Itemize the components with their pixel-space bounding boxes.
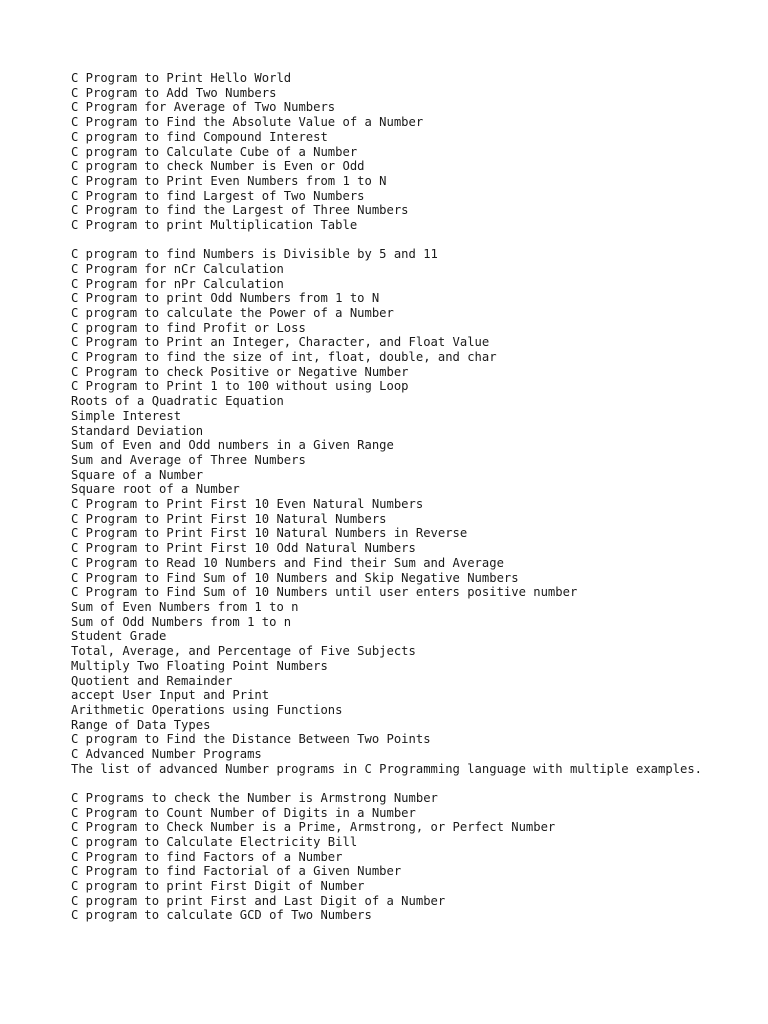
text-line: C Program to Find Sum of 10 Numbers and Skip Negative Numbers [71,570,519,585]
section-gap [71,233,731,247]
text-line: Roots of a Quadratic Equation [71,394,284,409]
section-more-programs [71,247,731,776]
text-line: accept User Input and Print [71,688,270,703]
text-line: Square root of a Number [71,482,240,497]
section-basic-programs [71,71,731,233]
text-line: C program to Calculate Electricity Bill [71,834,358,849]
text-line: Sum and Average of Three Numbers [71,452,306,467]
text-line: C program to find Compound Interest [71,129,328,144]
text-line: C program to calculate the Power of a Number [71,305,394,320]
text-line: C Program to find Factors of a Number [71,849,343,864]
text-line: C Program to Find Sum of 10 Numbers until user enters positive number [71,585,578,600]
text-line: Standard Deviation [71,423,204,438]
text-line: C Advanced Number Programs [71,747,262,762]
text-line: C Program to Read 10 Numbers and Find their Sum and Average [71,555,504,570]
text-line: C program to Calculate Cube of a Number [71,144,358,159]
section-advanced-programs [71,791,731,923]
text-line: C Program to Print First 10 Natural Numbers in Reverse [71,526,468,541]
text-line: Simple Interest [71,408,182,423]
text-line: C Program to Count Number of Digits in a Number [71,805,416,820]
text-line: C program to calculate GCD of Two Numbers [71,908,372,923]
text-line: C program to print First Digit of Number [71,879,365,894]
text-line: The list of advanced Number programs in C Programming language with multiple examples. [71,761,703,776]
text-line: Total, Average, and Percentage of Five Subjects [71,644,416,659]
text-line: C program to check Number is Even or Odd [71,159,365,174]
text-line: C Program to Print Hello World [71,71,292,85]
text-line: C program to Find the Distance Between Two Points [71,732,431,747]
text-line: C Program for nPr Calculation [71,276,284,291]
text-line: Multiply Two Floating Point Numbers [71,658,328,673]
text-line: Sum of Even and Odd numbers in a Given Range [71,438,394,453]
text-line: C Program to Check Number is a Prime, Armstrong, or Perfect Number [71,820,556,835]
text-line: C Program to print Multiplication Table [71,218,358,233]
text-line: C Program to find Largest of Two Numbers [71,188,365,203]
text-line: C Program for Average of Two Numbers [71,100,336,115]
text-line: C Program to find the Largest of Three Numbers [71,203,409,218]
text-line: C Program to print Odd Numbers from 1 to N [71,291,380,306]
text-line: C program to find Numbers is Divisible by 5 and 11 [71,247,438,262]
text-line: Sum of Even Numbers from 1 to n [71,600,299,614]
text-line: Quotient and Remainder [71,673,233,688]
text-line: C Programs to check the Number is Armstrong Number [71,790,438,805]
text-line: C Program to Print an Integer, Character, and Float Value [71,335,490,350]
document-page [71,71,731,923]
text-line: C Program to Print First 10 Natural Numbers [71,511,387,526]
text-line: C Program to Print First 10 Even Natural Numbers [71,497,424,512]
text-line: C Program to Print 1 to 100 without using Loop [71,379,409,394]
text-line: C Program for nCr Calculation [71,261,284,276]
text-line: C program to find Profit or Loss [71,320,306,335]
text-line: Square of a Number [71,467,204,482]
text-line: C Program to Find the Absolute Value of a Number [71,115,424,130]
text-line: C Program to Add Two Numbers [71,85,277,100]
text-line: C Program to check Positive or Negative Number [71,364,409,379]
text-line: C Program to Print First 10 Odd Natural Numbers [71,541,416,556]
text-line: C program to print First and Last Digit of a Number [71,893,446,908]
text-line: Range of Data Types [71,717,211,732]
section-gap [71,776,731,790]
text-line: Student Grade [71,629,167,644]
text-line: C Program to find the size of int, float, double, and char [71,350,497,365]
text-line: Arithmetic Operations using Functions [71,702,343,717]
text-line: C Program to Print Even Numbers from 1 to N [71,173,387,188]
text-line: Sum of Odd Numbers from 1 to n [71,614,292,629]
text-line: C Program to find Factorial of a Given Number [71,864,402,879]
